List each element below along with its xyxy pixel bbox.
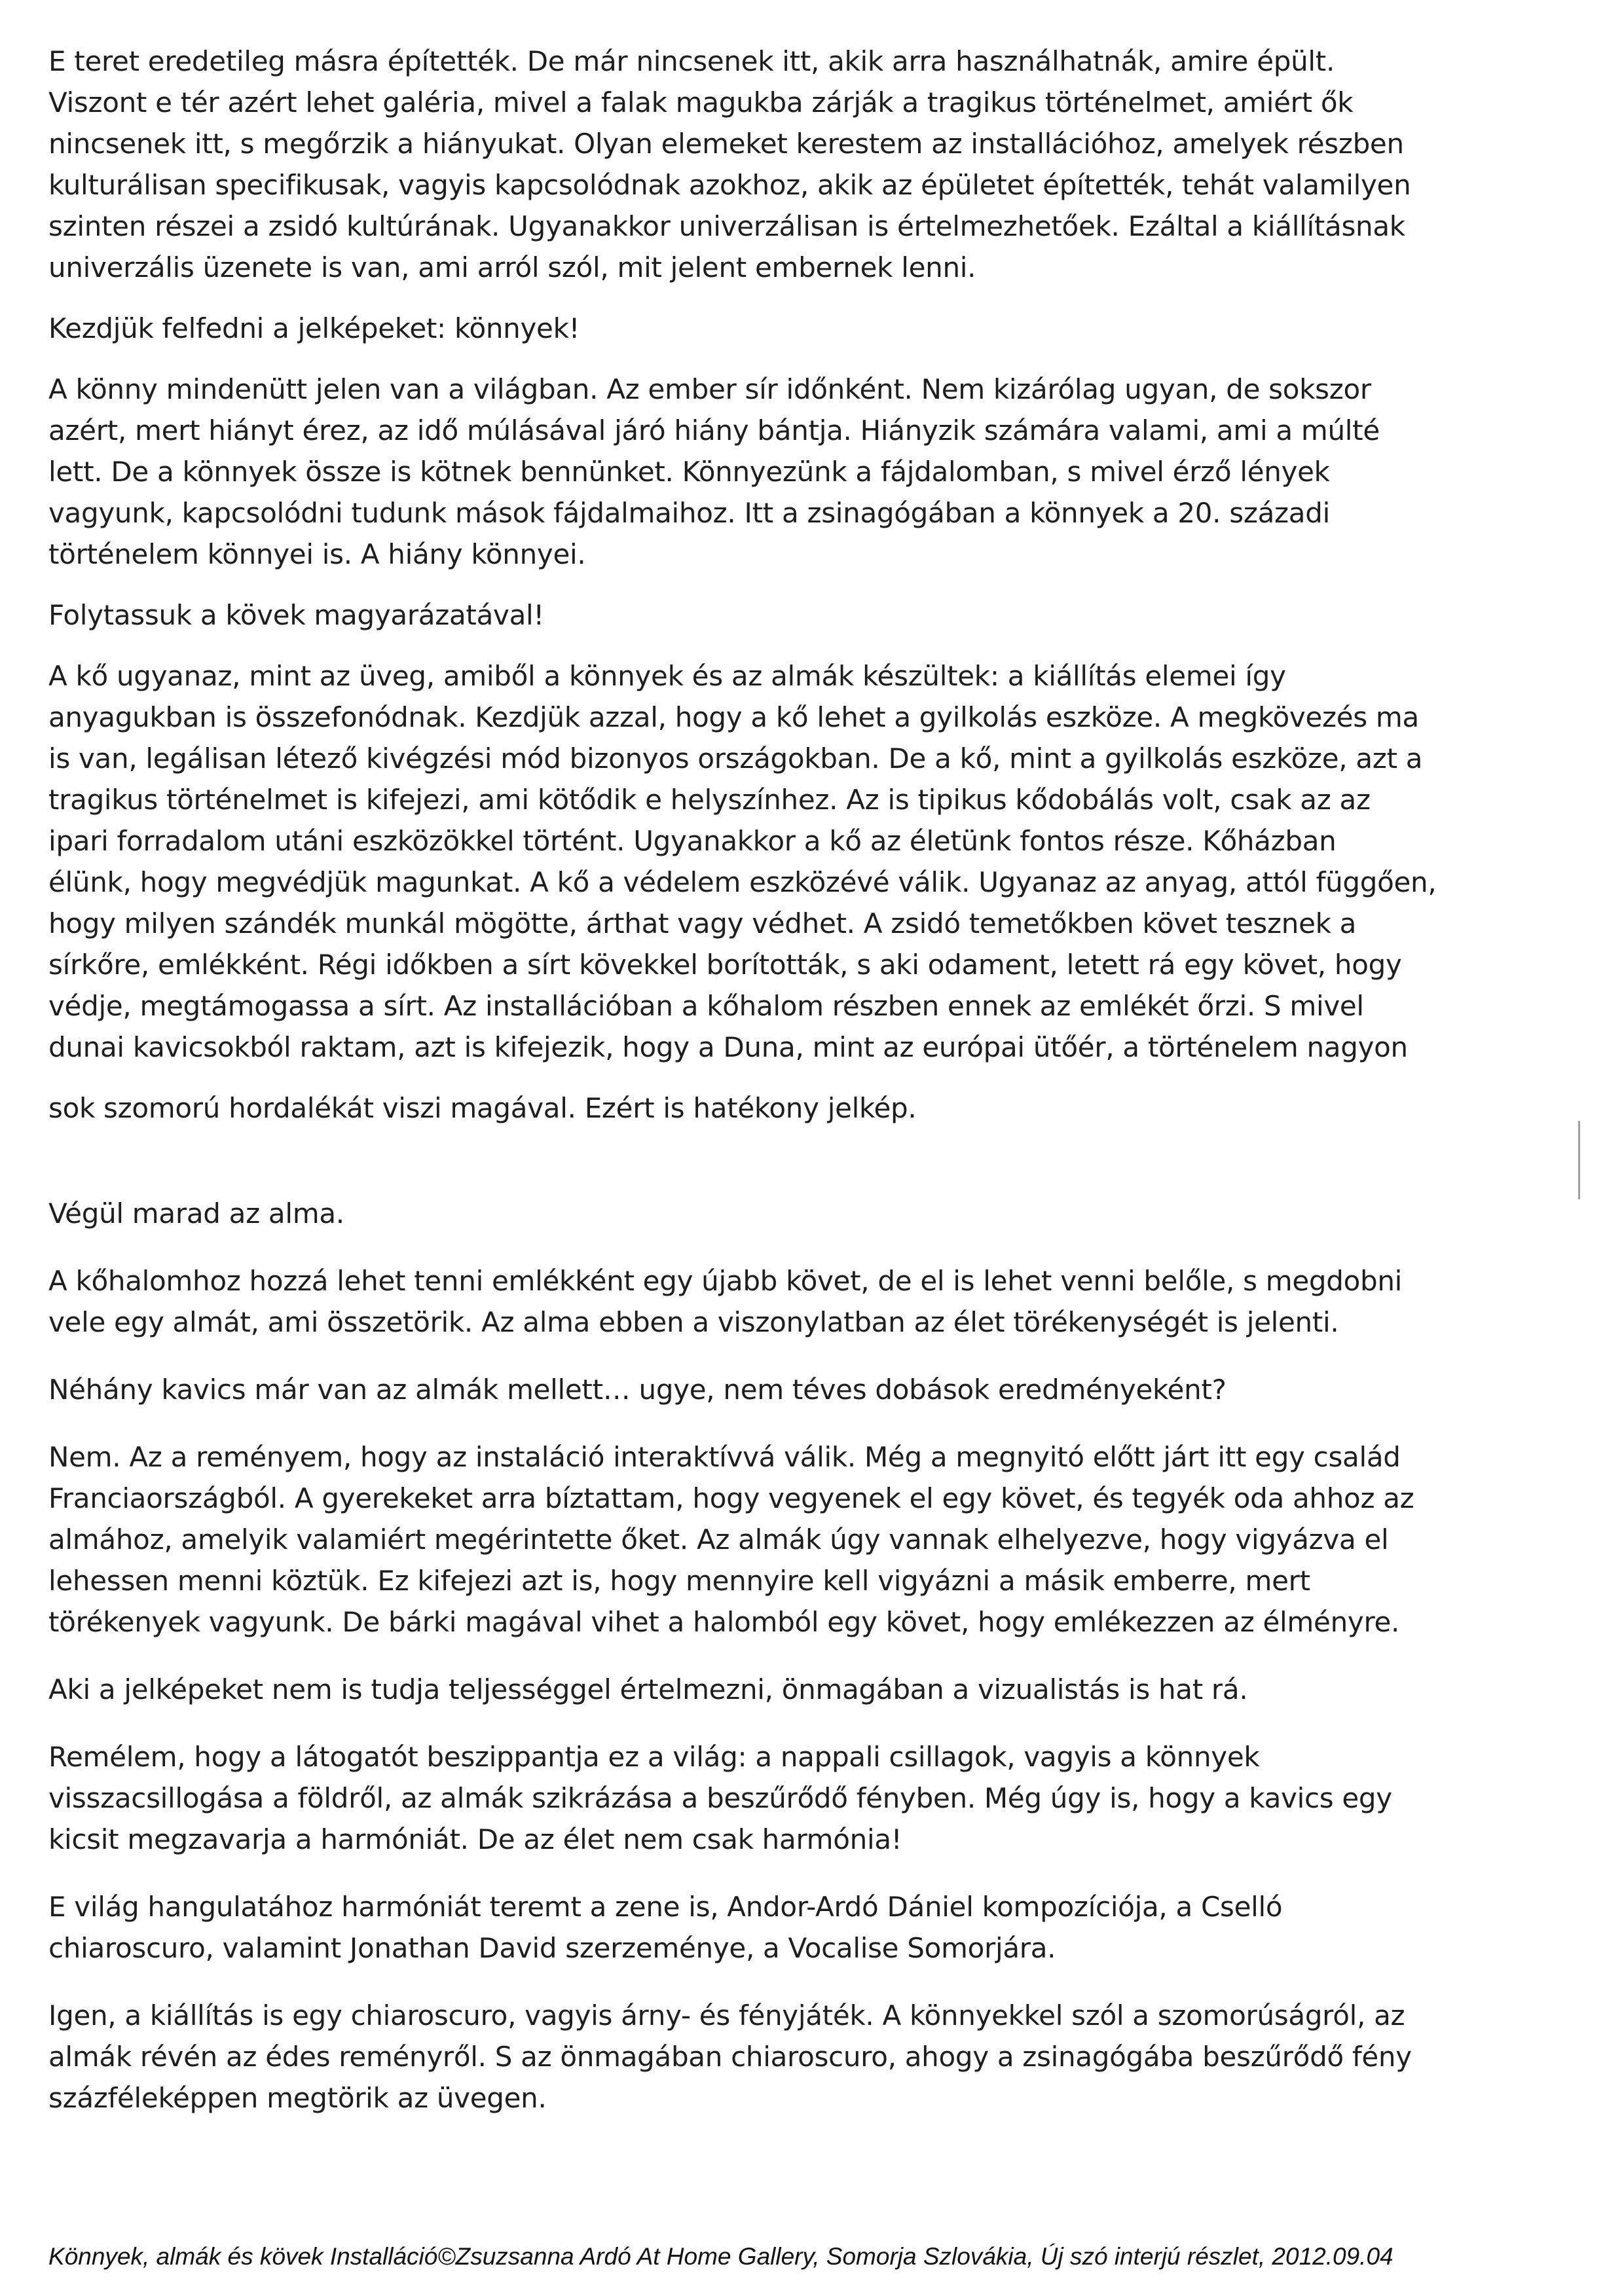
image-caption: Könnyek, almák és kövek Installáció©Zsuzsanna Ardó At Home Gallery, Somorja Szlovákia, Új szó interjú részlet, 2012.09.04 bbox=[48, 2243, 1393, 2270]
paragraph-chiaroscuro: Igen, a kiállítás is egy chiaroscuro, vagyis árny- és fényjáték. A könnyekkel szól a szomorúságról, az almák révén az édes reményről. S az önmagában chiaroscuro, ahogy a zsinagógába beszűrődő fény százféleképpen megtörik az üvegen. bbox=[48, 1999, 1412, 2114]
paragraph-stones: A kő ugyanaz, mint az üveg, amiből a könnyek és az almák készültek: a kiállítás elemei így anyagukban is összefonódnak. Kezdjük azzal, hogy a kő lehet a gyilkolás eszköze. A megkövezés ma is van, legálisan létező kivégzési mód bizonyos országokban. De a kő, mint a gyilkolás eszköze, azt a tragikus történelmet is kifejezi, ami kötődik e helyszínhez. Az is tipikus kődobálás volt, csak az az ipari forradalom utáni eszközökkel történt. Ugyanakkor a kő az életünk fontos része. Kőházban élünk, hogy megvédjük magunkat. A kő a védelem eszközévé válik. Ugyanaz az anyag, attól függően, hogy milyen szándék munkál mögötte, árthat vagy védhet. A zsidó temetőkben követ tesznek a sírkőre, emlékként. Régi időkben a sírt kövekkel borították, s aki odament, letett rá egy követ, hogy védje, megtámogassa a sírt. Az installációban a kőhalom részben ennek az emlékét őrzi. S mivel dunai kavicsokból raktam, azt is kifejezik, hogy a Duna, mint az európai ütőér, a történelem nagyon bbox=[48, 660, 1437, 1063]
paragraph-space-history: E teret eredetileg másra építették. De már nincsenek itt, akik arra használhatnák, amire épült. Viszont e tér azért lehet galéria, mivel a falak magukba zárják a tragikus történelmet, amiért ők nincsenek itt, s megőrzik a hiányukat. Olyan elemeket kerestem az installációhoz, amelyek részben kulturálisan specifikusak, vagyis kapcsolódnak azokhoz, akik az épületet építették, tehát valamilyen szinten részei a zsidó kultúrának. Ugyanakkor univerzálisan is értelmezhetőek. Ezáltal a kiállításnak univerzális üzenete is van, ami arról szól, mit jelent embernek lenni. bbox=[48, 45, 1411, 283]
paragraph-apple: A kőhalomhoz hozzá lehet tenni emlékként egy újabb követ, de el is lehet venni belőle, s megdobni vele egy almát, ami összetörik. Az alma ebben a viszonylatban az élet törékenységét is jelenti. bbox=[48, 1265, 1403, 1338]
paragraph-interactive: Nem. Az a reményem, hogy az instaláció interaktívvá válik. Még a megnyitó előtt járt itt egy család Franciaországból. A gyerekeket arra bíztattam, hogy vegyenek el egy követ, és tegyék oda ahhoz az almához, amelyik valamiért megérintette őket. Az almák úgy vannak elhelyezve, hogy vigyázva el lehessen menni köztük. Ez kifejezi azt is, hogy mennyire kell vigyázni a másik emberre, mert törékenyek vagyunk. De bárki magával vihet a halomból egy követ, hogy emlékezzen az élményre. bbox=[48, 1441, 1414, 1638]
question-symbols: Aki a jelképeket nem is tudja teljességgel értelmezni, önmagában a vizualistás is hat rá. bbox=[48, 1673, 1248, 1705]
interview-text-bottom bbox=[48, 1193, 1568, 2119]
paragraph-stones-continued: sok szomorú hordalékát viszi magával. Ezért is hatékony jelkép. bbox=[48, 1092, 917, 1124]
question-tears: Kezdjük felfedni a jelképeket: könnyek! bbox=[48, 312, 580, 344]
paragraph-visitor-world: Remélem, hogy a látogatót beszippantja ez a világ: a nappali csillagok, vagyis a könnyek visszacsillogása a földről, az almák szikrázása a beszűrődő fényben. Még úgy is, hogy a kavics egy kicsit megzavarja a harmóniát. De az élet nem csak harmónia! bbox=[48, 1741, 1392, 1855]
question-stones: Folytassuk a kövek magyarázatával! bbox=[48, 599, 544, 631]
question-pebbles: Néhány kavics már van az almák mellett… ugye, nem téves dobások eredményeként? bbox=[48, 1374, 1227, 1406]
paragraph-tears: A könny mindenütt jelen van a világban. Az ember sír időnként. Nem kizárólag ugyan, de sokszor azért, mert hiányt érez, az idő múlásával járó hiány bántja. Hiányzik számára valami, ami a múlté lett. De a könnyek össze is kötnek bennünket. Könnyezünk a fájdalomban, s mivel érző lények vagyunk, kapcsolódni tudunk mások fájdalmaihoz. Itt a zsinagógában a könnyek a 20. századi történelem könnyei is. A hiány könnyei. bbox=[48, 373, 1380, 570]
question-apple: Végül marad az alma. bbox=[48, 1197, 344, 1230]
paragraph-music: E világ hangulatához harmóniát teremt a zene is, Andor-Ardó Dániel kompozíciója, a Cselló chiaroscuro, valamint Jonathan David szerzeménye, a Vocalise Somorjára. bbox=[48, 1891, 1283, 1964]
interview-text-top bbox=[48, 41, 1568, 1129]
margin-divider-line bbox=[1578, 1121, 1580, 1199]
